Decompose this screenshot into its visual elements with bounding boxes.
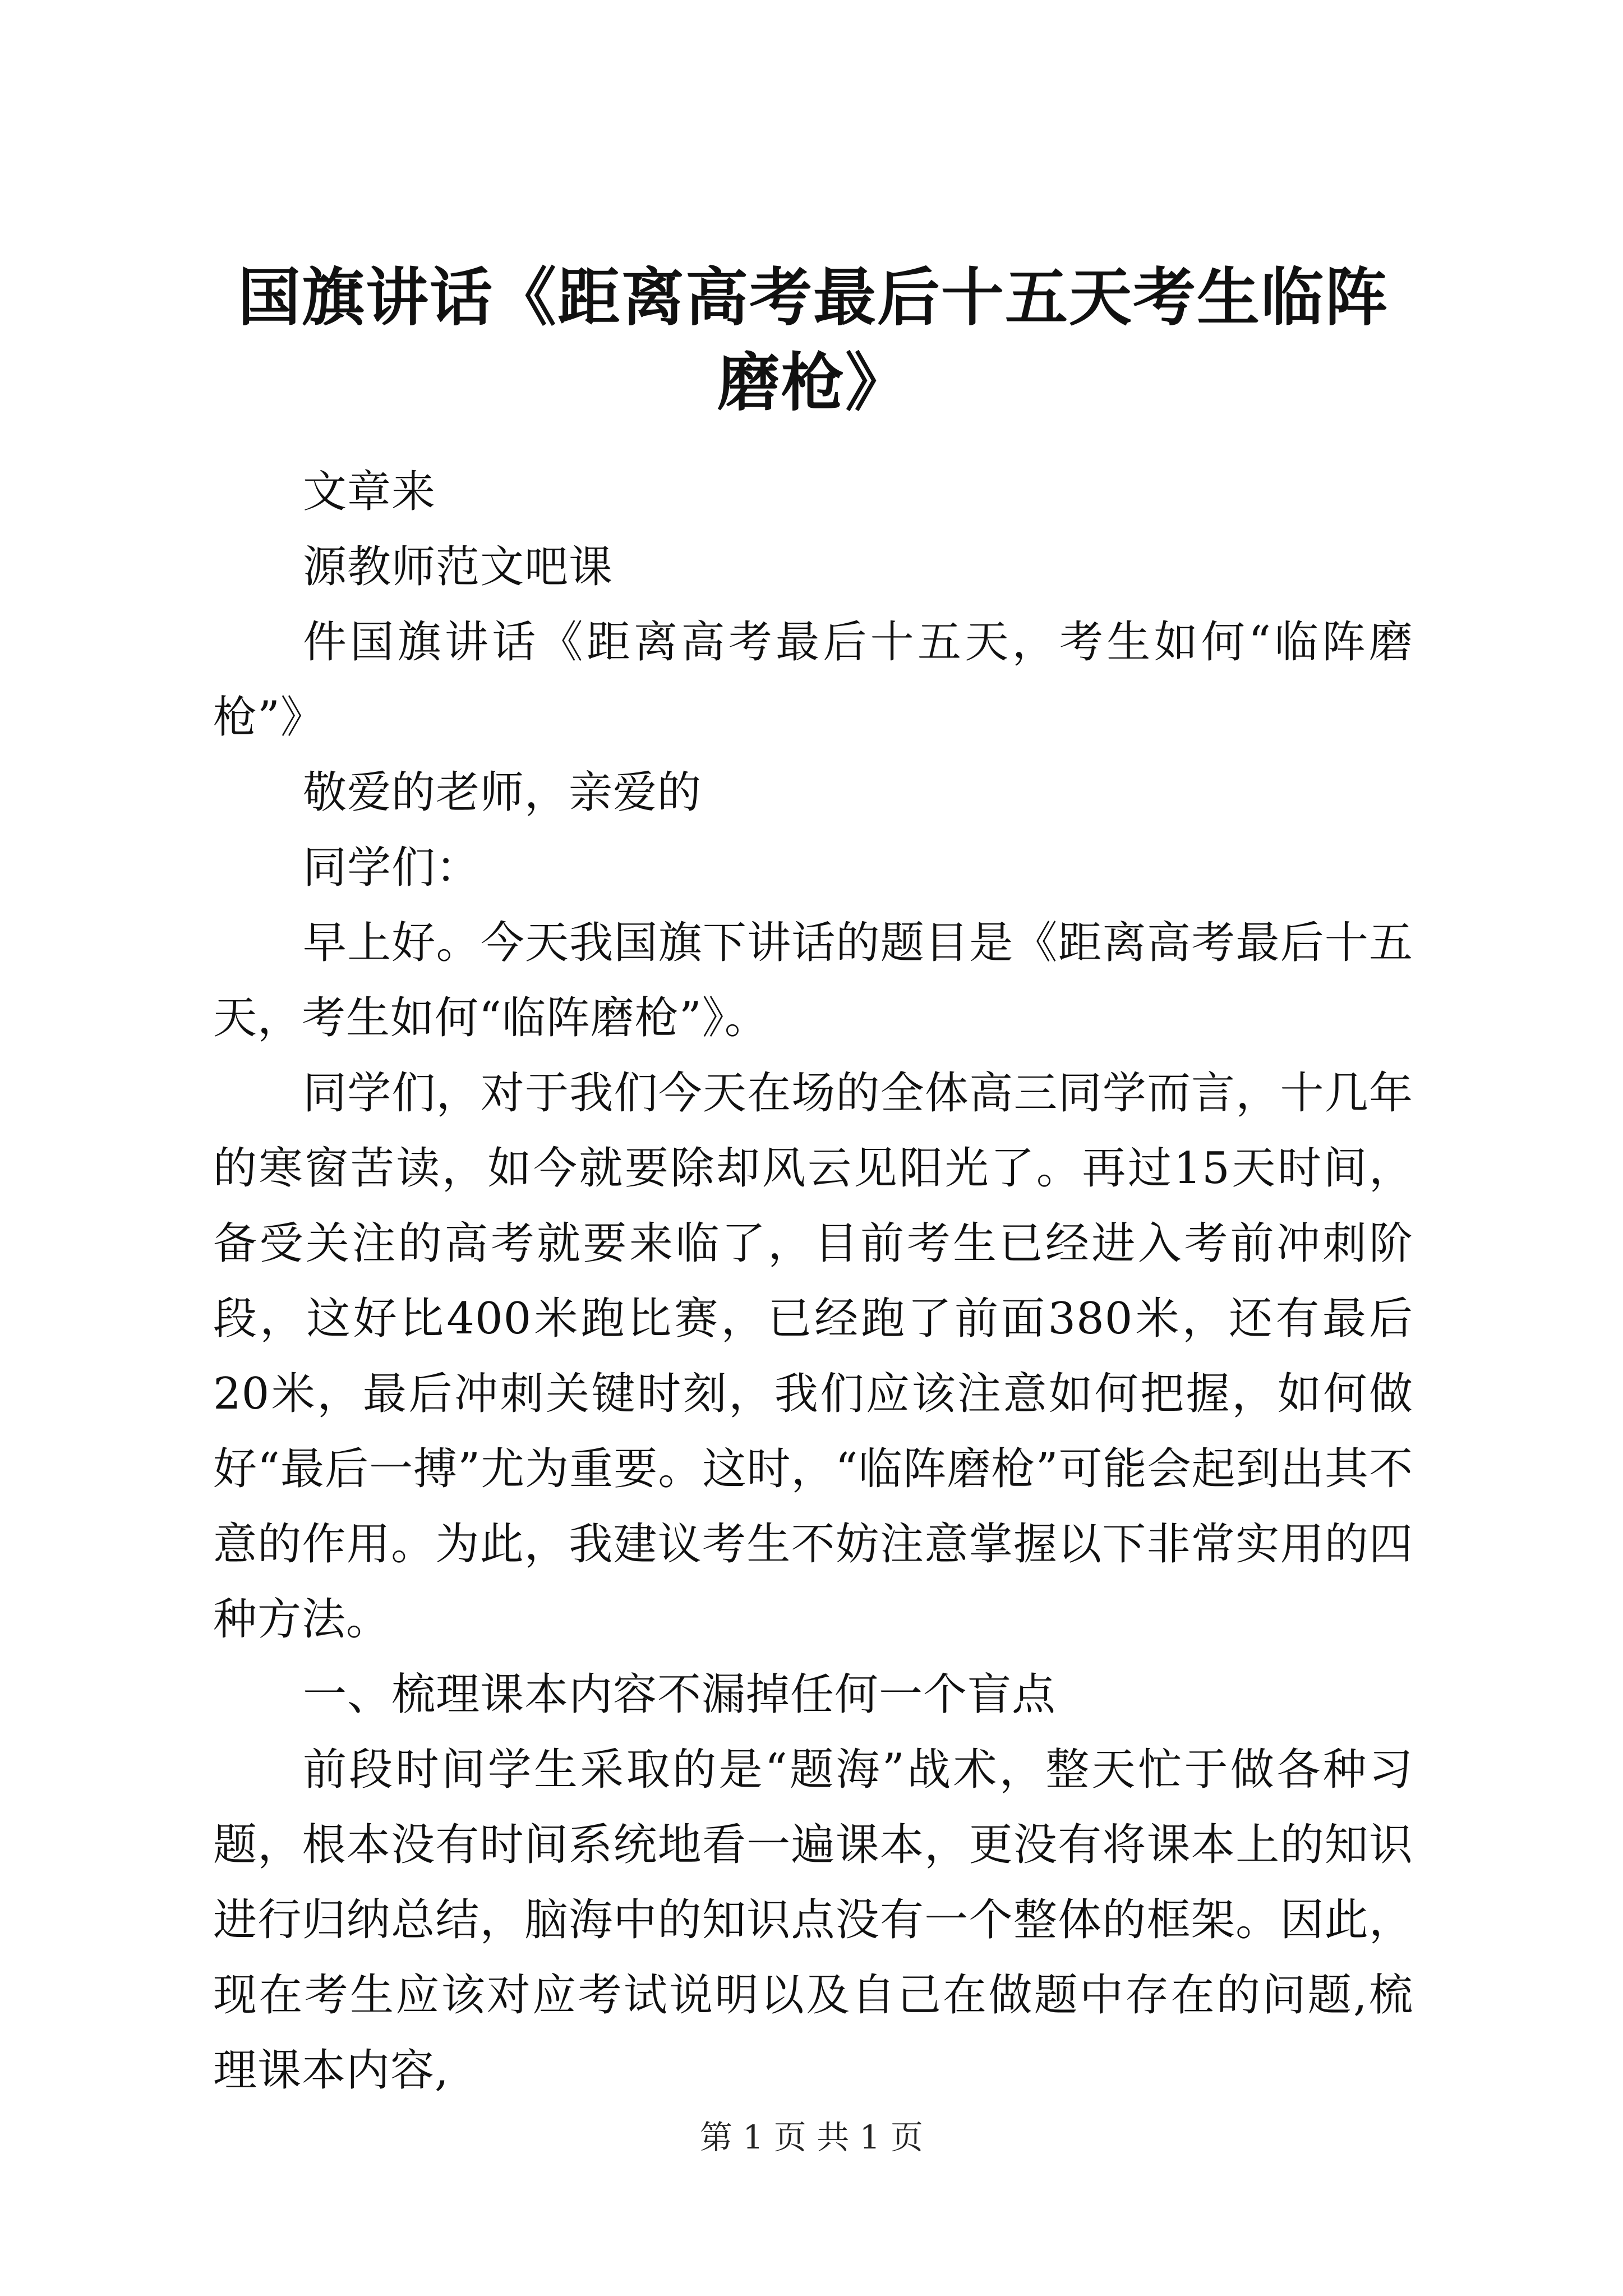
paragraph: 前段时间学生采取的是“题海”战术，整天忙于做各种习题，根本没有时间系统地看一遍课本，更没有将课本上的知识进行归纳总结，脑海中的知识点没有一个整体的框架。因此，现在考生应该对应考试说明以及自己在做题中存在的问题,梳理课本内容, <box>213 1745 1413 2096</box>
paragraph: 文章来 <box>303 467 436 517</box>
paragraph: 同学们，对于我们今天在场的全体高三同学而言，十几年的寒窗苦读，如今就要除却风云见阳光了。再过15天时间，备受关注的高考就要来临了，目前考生已经进入考前冲刺阶段，这好比400米跑比赛，已经跑了前面380米，还有最后20米，最后冲刺关键时刻，我们应该注意如何把握，如何做好“最后一搏”尤为重要。这时，“临阵磨枪”可能会起到出其不意的作用。为此，我建议考生不妨注意掌握以下非常实用的四种方法。 <box>213 1068 1413 1645</box>
paragraph: 早上好。今天我国旗下讲话的题目是《距离高考最后十五天，考生如何“临阵磨枪”》。 <box>213 918 1413 1043</box>
paragraph: 件国旗讲话《距离高考最后十五天，考生如何“临阵磨枪”》 <box>213 617 1413 743</box>
paragraph: 一、梳理课本内容不漏掉任何一个盲点 <box>303 1669 1057 1720</box>
paragraph: 源教师范文吧课 <box>303 542 614 592</box>
paragraph: 敬爱的老师，亲爱的 <box>303 767 702 818</box>
page-footer: 第 1 页 共 1 页 <box>700 2118 923 2156</box>
document-body <box>213 454 1413 2108</box>
document-title: 国旗讲话《距离高考最后十五天考生临阵磨枪》 <box>238 261 1389 420</box>
paragraph: 同学们： <box>303 843 481 893</box>
